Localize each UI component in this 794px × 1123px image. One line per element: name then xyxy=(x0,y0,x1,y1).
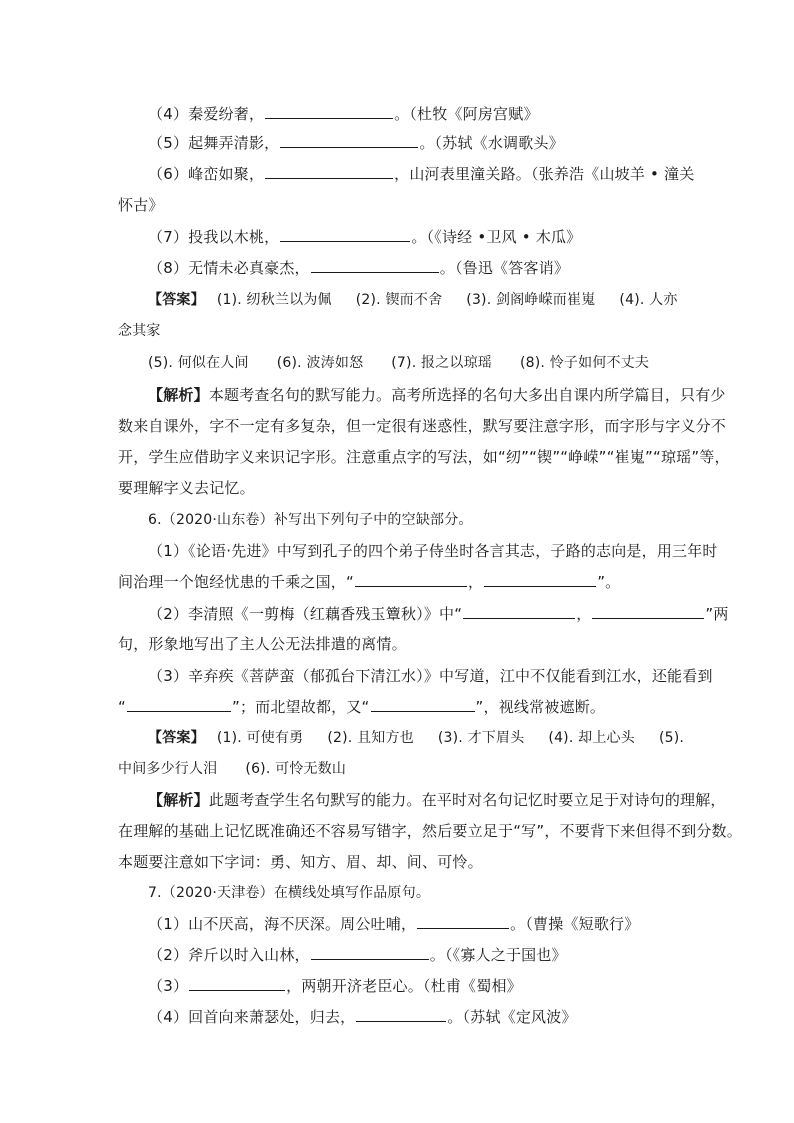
question-line xyxy=(118,634,698,654)
answer-blank xyxy=(463,604,575,619)
text: 此题考查学生名句默写的能力。在平时对名句记忆时要立足于对诗句的理解， xyxy=(208,791,726,809)
text: 。（《诗经 •卫风 • 木瓜》 xyxy=(411,228,582,246)
text: ，两朝开济老臣心。（杜甫《蜀相》 xyxy=(286,977,522,995)
analysis-line xyxy=(118,447,730,467)
answer-blank xyxy=(417,914,509,929)
answer-blank xyxy=(189,976,285,991)
answer-blank xyxy=(311,258,439,273)
question-line xyxy=(148,604,728,624)
analysis-line xyxy=(118,852,698,872)
text: ， xyxy=(467,573,484,591)
text: （1）山不厌高，海不厌深。周公吐哺， xyxy=(148,915,417,933)
text: 在理解的基础上记忆既准确还不容易写错字，然后要立足于“写”，不要背下来但得不到分数。 xyxy=(118,822,742,840)
text: （7）投我以木桃， xyxy=(148,228,280,246)
question-line xyxy=(148,133,728,153)
text: （1）《论语·先进》中写到孔子的四个弟子侍坐时各言其志，子路的志向是，用三年时 xyxy=(148,542,718,560)
question-line xyxy=(148,945,728,965)
answer-item: (8). 怜子如何不丈夫 xyxy=(520,355,650,371)
text: （5）起舞弄清影， xyxy=(148,134,280,152)
answer-line xyxy=(118,321,698,341)
analysis-label: 【解析】 xyxy=(148,791,209,809)
text: 7.（2020·天津卷）在横线处填写作品原句。 xyxy=(148,885,431,901)
text: （2）李清照《一剪梅（红藕香残玉簟秋）》中“ xyxy=(148,605,463,623)
answer-item: 中间多少行人泪 xyxy=(118,761,218,777)
answer-label: 【答案】 xyxy=(148,730,205,746)
question-line xyxy=(148,104,728,124)
answer-item: (5). 何似在人间 xyxy=(148,355,249,371)
answer-item: (2). 锲而不舍 xyxy=(355,292,443,308)
text: （8）无情未必真豪杰， xyxy=(148,259,310,277)
answer-line xyxy=(148,353,728,373)
text: （3） xyxy=(148,977,189,995)
text: 怀古》 xyxy=(118,196,164,214)
answer-item: 念其家 xyxy=(118,323,161,339)
text: 数来自课外，字不一定有多复杂，但一定很有迷惑性，默写要注意字形，而字形与字义分不 xyxy=(118,417,727,435)
question-heading xyxy=(148,883,728,903)
text: 。（曹操《短歌行》 xyxy=(510,915,640,933)
question-heading xyxy=(148,510,728,530)
answer-blank xyxy=(371,697,475,712)
text: ”；而北望故都，又“ xyxy=(231,698,370,716)
question-line xyxy=(148,1007,728,1027)
answer-blank xyxy=(356,1007,446,1022)
text: （3）辛弃疾《菩萨蛮（郁孤台下清江水）》中写道，江中不仅能看到江水，还能看到 xyxy=(148,667,713,685)
answer-blank xyxy=(484,572,596,587)
text: 本题考查名句的默写能力。高考所选择的名句大多出自课内所学篇目，只有少 xyxy=(208,386,726,404)
answer-blank xyxy=(592,604,704,619)
question-line xyxy=(148,164,728,184)
text: （2）斧斤以时入山林， xyxy=(148,946,310,964)
text: 。（苏轼《定风波》 xyxy=(447,1008,577,1026)
analysis-line xyxy=(148,385,728,405)
analysis-line xyxy=(118,821,742,841)
answer-item: (3). 剑阁峥嵘而崔嵬 xyxy=(466,292,596,308)
answer-blank xyxy=(265,104,393,119)
question-line xyxy=(148,976,728,996)
answer-item: (1). 纫秋兰以为佩 xyxy=(216,292,332,308)
answer-blank xyxy=(127,697,231,712)
text: ，山河表里潼关路。（张养浩《山坡羊 • 潼关 xyxy=(394,165,695,183)
question-line xyxy=(148,541,728,561)
answer-item: (6). 可怜无数山 xyxy=(245,761,347,777)
text: 。（鲁迅《答客诮》 xyxy=(439,259,570,277)
analysis-line xyxy=(118,416,727,436)
answer-blank xyxy=(280,227,410,242)
text: （4）秦爱纷奢， xyxy=(148,105,265,123)
answer-item: (5). xyxy=(658,730,685,746)
answer-line xyxy=(148,290,728,310)
text: 。（《寡人之于国也》 xyxy=(429,946,567,964)
question-line xyxy=(118,697,698,717)
text: 本题要注意如下字词：勇、知方、眉、却、间、可怜。 xyxy=(118,853,483,871)
answer-item: (4). 却上心头 xyxy=(548,730,635,746)
question-line xyxy=(148,666,728,686)
analysis-line xyxy=(148,790,728,810)
text: ”，视线常被遮断。 xyxy=(475,698,606,716)
answer-item: (3). 才下眉头 xyxy=(437,730,525,746)
text: 。（苏轼《水调歌头》 xyxy=(419,134,564,152)
text: 要理解字义去记忆。 xyxy=(118,479,255,497)
answer-line xyxy=(118,759,698,779)
text: ”两 xyxy=(705,605,729,623)
text: （4）回首向来萧瑟处，归去， xyxy=(148,1008,356,1026)
text: 6.（2020·山东卷）补写出下列句子中的空缺部分。 xyxy=(148,512,473,528)
text: 。（杜牧《阿房宫赋》 xyxy=(394,105,539,123)
answer-item: (1). 可使有勇 xyxy=(216,730,304,746)
answer-item: (2). 且知方也 xyxy=(327,730,414,746)
question-line xyxy=(118,195,698,215)
answer-item: (4). 人亦 xyxy=(619,292,678,308)
answer-line xyxy=(148,728,728,748)
text: 间治理一个饱经忧患的千乘之国，“ xyxy=(118,573,354,591)
analysis-label: 【解析】 xyxy=(148,386,209,404)
text: 开，学生应借助字义来识记字形。注意重点字的写法，如“纫”“锲”“峥嵘”“崔嵬”“琼瑶”等， xyxy=(118,448,730,466)
question-line xyxy=(148,258,728,278)
answer-blank xyxy=(265,164,393,179)
answer-label: 【答案】 xyxy=(148,292,205,308)
text: （6）峰峦如聚， xyxy=(148,165,265,183)
analysis-line xyxy=(118,478,698,498)
question-line xyxy=(148,227,728,247)
answer-blank xyxy=(311,945,429,960)
text: ”。 xyxy=(597,573,621,591)
answer-item: (6). 波涛如怒 xyxy=(276,355,364,371)
text: “ xyxy=(118,698,126,716)
answer-blank xyxy=(280,133,418,148)
answer-blank xyxy=(355,572,467,587)
question-line xyxy=(148,914,728,934)
text: 句，形象地写出了主人公无法排遣的离情。 xyxy=(118,635,407,653)
text: ， xyxy=(576,605,592,623)
question-line xyxy=(118,572,698,592)
answer-item: (7). 报之以琼瑶 xyxy=(391,355,492,371)
